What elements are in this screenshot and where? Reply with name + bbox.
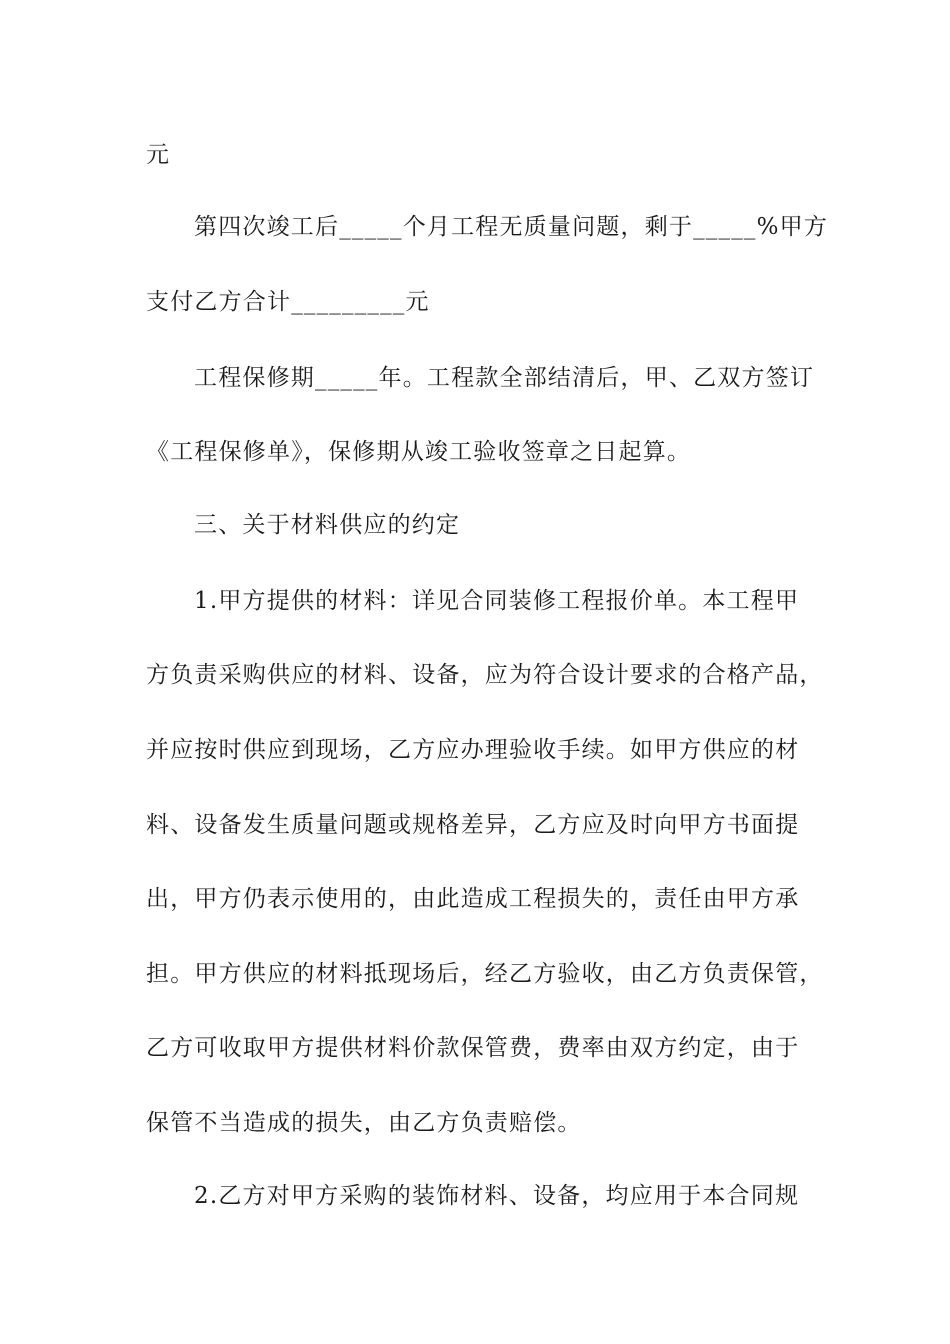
text-line: 料、设备发生质量问题或规格差异，乙方应及时向甲方书面提 <box>146 812 800 838</box>
text-line: 担。甲方供应的材料抵现场后，经乙方验收，由乙方负责保管， <box>146 961 824 987</box>
text-line: 《工程保修单》，保修期从竣工验收签章之日起算。 <box>146 439 692 465</box>
text-line: 1.甲方提供的材料：详见合同装修工程报价单。本工程甲 <box>194 588 800 614</box>
text-line: 工程保修期_____年。工程款全部结清后，甲、乙双方签订 <box>194 365 815 391</box>
text-line: 2.乙方对甲方采购的装饰材料、设备，均应用于本合同规 <box>194 1183 800 1209</box>
text-line: 方负责采购供应的材料、设备，应为符合设计要求的合格产品， <box>146 662 824 688</box>
section-heading: 三、关于材料供应的约定 <box>194 512 461 538</box>
text-line: 出，甲方仍表示使用的，由此造成工程损失的，责任由甲方承 <box>146 886 800 912</box>
text-line: 乙方可收取甲方提供材料价款保管费，费率由双方约定，由于 <box>146 1035 800 1061</box>
text-line: 元 <box>146 142 171 168</box>
text-line: 支付乙方合计_________元 <box>146 289 430 315</box>
text-line: 保管不当造成的损失，由乙方负责赔偿。 <box>146 1110 582 1136</box>
text-line: 第四次竣工后_____个月工程无质量问题，剩于_____%甲方 <box>194 214 829 240</box>
text-line: 并应按时供应到现场，乙方应办理验收手续。如甲方供应的材 <box>146 737 800 763</box>
